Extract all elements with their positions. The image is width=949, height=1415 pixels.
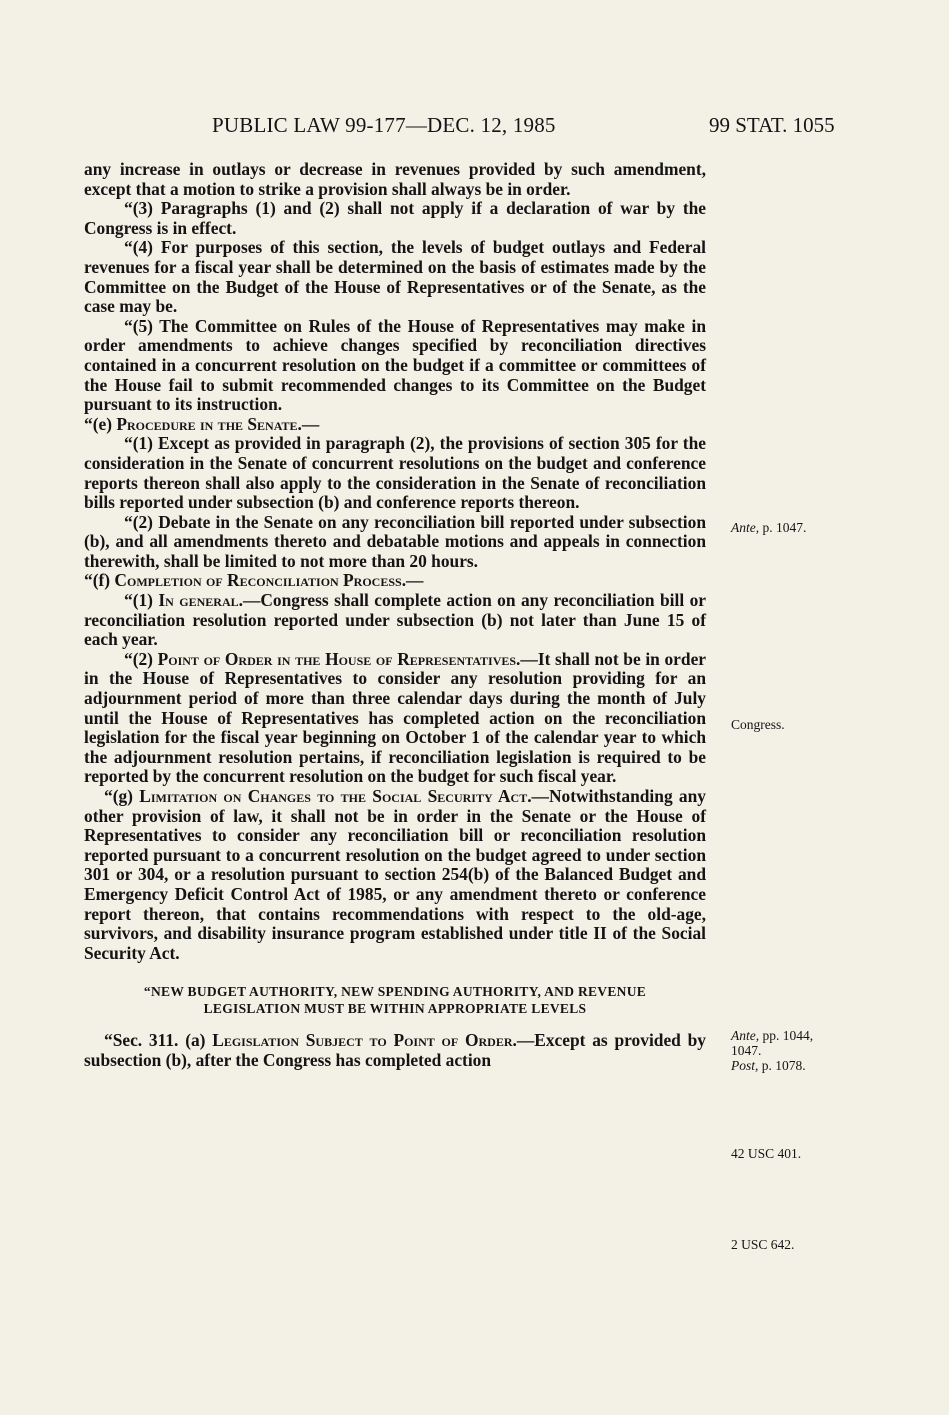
margin-note-ante-pp — [731, 1028, 813, 1073]
margin-note-ante-pp-italic: Ante, — [731, 1028, 760, 1043]
paragraph-f2 — [84, 650, 706, 787]
paragraph-4-estimates: “(4) For purposes of this section, the levels of budget outlays and Federal revenues for a fiscal year shall be determined on the basis of estimates made by the Committee on the Budget of the House of Representatives or of the Senate, as the case may be. — [84, 237, 706, 317]
subsection-e-dash: — — [301, 413, 320, 434]
running-head-title: PUBLIC LAW 99-177—DEC. 12, 1985 — [212, 113, 556, 137]
margin-note-2-usc-642: 2 USC 642. — [731, 1237, 795, 1252]
paragraph-f1-title: In general. — [158, 590, 243, 611]
paragraph-f2-text: —It shall not be in order in the House of Representatives to consider any resolution providing for an adjournment period of more than three calendar days during the month of July until the House of Representatives has completed action on the reconciliation legislation for the fiscal year beginning on October 1 of the calendar year to which the adjournment resolution pertains, if reconciliation legislation is required to be reported by the concurrent resolution on the budget for such fiscal year. — [84, 648, 707, 787]
subsection-f-dash: — — [406, 570, 424, 591]
paragraph-f1-text: —Congress shall complete action on any reconciliation bill or reconciliation resolution reported under subsection (b) not later than June 15 of each year. — [84, 590, 706, 650]
margin-note-post-rest: p. 1078. — [758, 1058, 806, 1073]
section-311-title: Legislation Subject to Point of Order. — [212, 1030, 517, 1051]
margin-note-ante-1047-rest: p. 1047. — [759, 520, 807, 535]
subsection-f-prefix: “(f) — [84, 570, 115, 591]
paragraph-e2: “(2) Debate in the Senate on any reconciliation bill reported under subsection (b), and all amendments thereto and debatable motions and appeals in connection therewith, shall be limited to not more than 20 hours. — [84, 511, 706, 571]
subsection-e-heading — [84, 415, 706, 435]
subsection-g-title: Limitation on Changes to the Social Security Act. — [139, 786, 532, 806]
margin-note-ante-1047 — [731, 520, 806, 535]
paragraph-amendment-continuation: any increase in outlays or decrease in revenues provided by such amendment, except that a motion to strike a provision shall always be in order. — [84, 159, 706, 199]
paragraph-3-declaration-of-war: “(3) Paragraphs (1) and (2) shall not apply if a declaration of war by the Congress is in effect. — [84, 198, 706, 238]
statute-page-number: 99 STAT. 1055 — [709, 113, 835, 137]
margin-note-42-usc-401: 42 USC 401. — [731, 1146, 802, 1161]
subsection-f-heading — [84, 571, 706, 591]
subsection-g-prefix: “(g) — [104, 786, 140, 806]
paragraph-f2-title: Point of Order in the House of Representatives. — [157, 648, 521, 669]
subsection-g-text: —Notwithstanding any other provision of law, it shall not be in order in the Senate or the House of Representatives to consider any reconciliation bill or reconciliation resolution reported pursuant to a concurrent resolution on the budget agreed to under section 301 or 304, or a resolution pursuant to section 254(b) of the Balanced Budget and Emergency Deficit Control Act of 1985, or any amendment thereto or conference report thereon, that contains recommendations with respect to the old-age, survivors, and disability insurance program established under title II of the Social Security Act. — [84, 786, 706, 963]
margin-note-post — [731, 1058, 813, 1073]
paragraph-f1-prefix: “(1) — [124, 590, 159, 611]
margin-note-congress: Congress. — [731, 717, 785, 732]
paragraph-5-rules-committee: “(5) The Committee on Rules of the House of Representatives may make in order amendments to achieve changes specified by reconciliation directives contained in a concurrent resolution on the budget if a committee or committees of the House fail to submit recommended changes to its Committee on the Budget pursuant to its instruction. — [84, 315, 706, 415]
section-caption — [84, 983, 706, 1017]
paragraph-f1 — [84, 591, 706, 650]
margin-note-ante-1047-italic: Ante, — [731, 520, 760, 535]
body-text — [84, 160, 706, 1071]
section-311-prefix: “Sec. 311. (a) — [104, 1030, 213, 1051]
paragraph-f2-prefix: “(2) — [124, 648, 158, 669]
subsection-f-title: Completion of Reconciliation Process. — [114, 570, 407, 591]
margin-note-ante-pp-rest: pp. 1044, — [759, 1028, 814, 1043]
subsection-g — [84, 787, 706, 963]
margin-note-ante-pp-line-2: 1047. — [731, 1043, 762, 1058]
section-caption-line-2: LEGISLATION MUST BE WITHIN APPROPRIATE LEVELS — [203, 1001, 587, 1017]
subsection-e-title: Procedure in the Senate. — [116, 413, 302, 434]
section-311-text: —Except as provided by subsection (b), after the Congress has completed action — [84, 1030, 706, 1070]
subsection-e-prefix: “(e) — [84, 413, 117, 434]
margin-note-ante-pp-line-1 — [731, 1028, 813, 1043]
paragraph-e1: “(1) Except as provided in paragraph (2), the provisions of section 305 for the consideration in the Senate of concurrent resolutions on the budget and conference reports thereon shall also apply to the consideration in the Senate of reconciliation bills reported under subsection (b) and conference reports thereon. — [84, 433, 706, 513]
margin-note-post-italic: Post, — [731, 1058, 759, 1073]
section-caption-line-1: “NEW BUDGET AUTHORITY, NEW SPENDING AUTHORITY, AND REVENUE — [143, 984, 647, 1000]
section-311-a — [84, 1031, 706, 1070]
